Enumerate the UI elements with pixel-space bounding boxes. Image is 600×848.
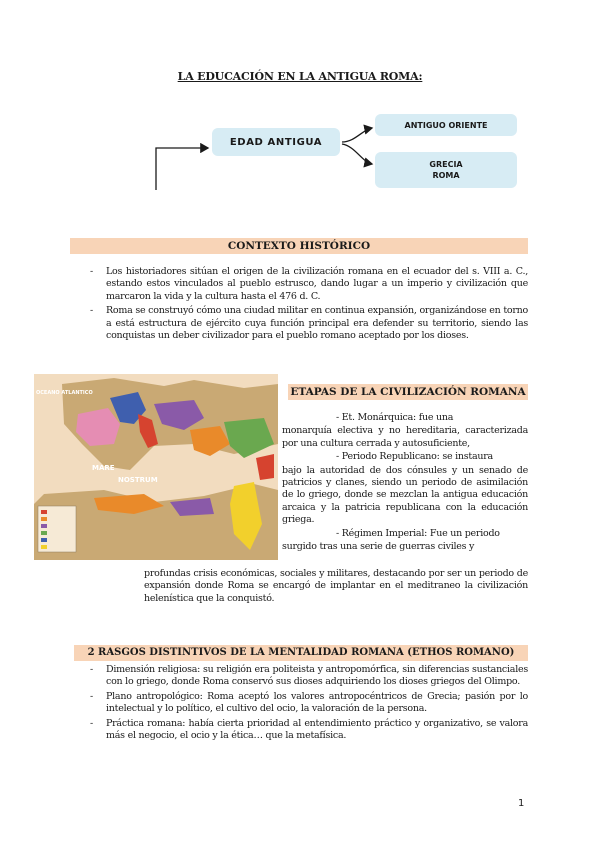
map-label: NOSTRUM: [118, 476, 158, 484]
legend-swatch: [41, 545, 47, 549]
legend-swatch: [41, 510, 47, 514]
etapa-monarquica-text: monarquía electiva y no hereditaria, caracterizada por una cultura cerrada y autosuficiente,: [282, 425, 528, 449]
etapas-text: [282, 412, 528, 554]
page-number: 1: [518, 798, 525, 809]
etapa-monarquica-lead: - Et. Monárquica: fue una: [336, 412, 454, 423]
map-label: MARE: [92, 464, 115, 472]
grecia-label: GRECIA: [429, 160, 463, 169]
etapa-imperial-text: surgido tras una serie de guerras civiles y: [282, 541, 475, 553]
edad-antigua-diagram: [150, 108, 530, 198]
list-item: - Plano antropológico: Roma aceptó los valores antropocéntricos de Grecia; pasión por lo intelectual y lo político, el cultivo del ocio, la valoración de la persona.: [90, 691, 528, 716]
section-heading-etapas: ETAPAS DE LA CIVILIZACIÓN ROMANA: [288, 384, 528, 400]
etapa-imperial-lead: - Régimen Imperial: Fue un periodo: [336, 527, 500, 539]
arrow-to-grecia-roma: [342, 144, 372, 164]
etapa-republicana-lead: - Periodo Republicano: se instaura: [336, 451, 493, 463]
list-item: - Práctica romana: había cierta prioridad al entendimiento práctico y organizativo, se valora más el negocio, el ocio y la ética… que la metafísica.: [90, 718, 528, 743]
legend-swatch: [41, 517, 47, 521]
list-item: - Roma se construyó cómo una ciudad militar en continua expansión, organizándose en torno a está estructura de ejército cuya función principal era defender su territorio, siendo las conquistas un deber civilizador para el pueblo romano aceptado por los dioses.: [90, 305, 528, 342]
grecia-roma-box: [375, 152, 517, 188]
section-heading-rasgos: 2 RASGOS DISTINTIVOS DE LA MENTALIDAD ROMANA (ETHOS ROMANO): [74, 645, 528, 661]
edad-antigua-box: EDAD ANTIGUA: [212, 128, 340, 156]
list-item: - Los historiadores sitúan el origen de la civilización romana en el ecuador del s. VIII a. C., estando estos vinculados al pueblo estrusco, dando lugar a un imperio y civilización que marcaron la vida y la cultura hasta el 476 d. C.: [90, 266, 528, 303]
legend-swatch: [41, 531, 47, 535]
page-title: LA EDUCACIÓN EN LA ANTIGUA ROMA:: [177, 70, 423, 83]
list-item: - Dimensión religiosa: su religión era politeista y antropomórfica, sin diferencias sustanciales con lo griego, donde Roma conservó sus dioses adquiriendo los dioses griegos del Olimpo.: [90, 664, 528, 689]
etapa-republicana-text: bajo la autoridad de dos cónsules y un senado de patricios y clanes, siendo un periodo de asimilación de lo griego, donde se mezclan la antigua educación arcaica y la patricia republicana con la educación griega.: [282, 464, 528, 526]
section-heading-contexto: CONTEXTO HISTÓRICO: [70, 238, 528, 254]
arrow-to-oriente: [342, 128, 372, 142]
roman-empire-map: [34, 374, 278, 560]
antiguo-oriente-box: ANTIGUO ORIENTE: [375, 114, 517, 136]
contexto-list: [90, 266, 528, 344]
rasgos-list: [90, 664, 528, 744]
roma-label: ROMA: [432, 171, 460, 180]
entry-arrow: [156, 148, 208, 190]
etapa-imperial-continuation: profundas crisis económicas, sociales y militares, destacando por ser un periodo de expansión donde Roma se encargó de implantar en el meditraneo la civilización helenística que la conquistó.: [144, 568, 528, 604]
map-label: OCEANO ATLANTICO: [36, 390, 93, 396]
legend-swatch: [41, 524, 47, 528]
legend-swatch: [41, 538, 47, 542]
